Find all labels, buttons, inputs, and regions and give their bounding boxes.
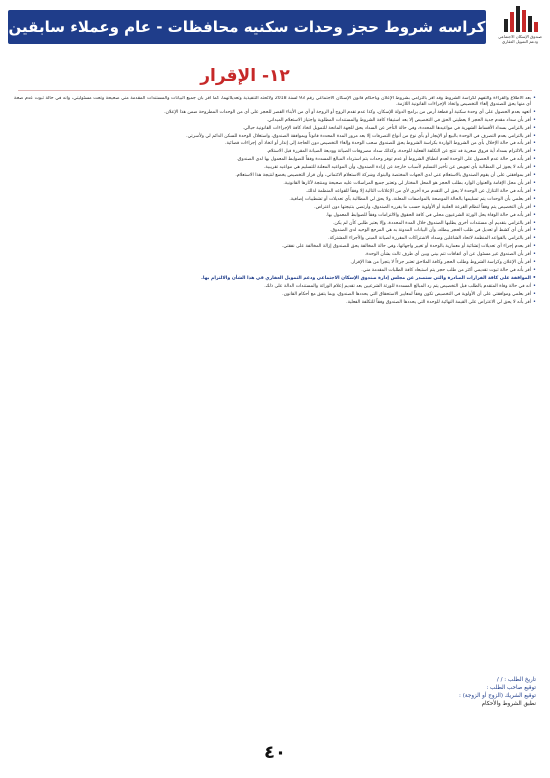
declaration-paragraph: • أقر بموافقتي على أن يقوم الصندوق بالاستعلام عني لدى الجهات المختصة والبنوك وشركة الاستعلام الائتماني، وأن قرار التخصيص يخضع لنتيجة هذا الاستعلام. (14, 173, 536, 179)
logo-bar (528, 16, 532, 32)
declaration-paragraph: • أقر بالتزامي بسداد الأقساط الشهرية في مواعيدها المحددة، وفي حالة التأخر عن السداد يحق للجهة المانحة للتمويل اتخاذ كافة الإجراءات القانونية حيالي. (14, 126, 536, 132)
declaration-paragraph: • أقر بعلمي بأن الوحدات يتم تسليمها بالحالة الموضحة بالمواصفات المعلنة، ولا يحق لي المطالبة بأي تعديلات أو تشطيبات إضافية. (14, 197, 536, 203)
declaration-paragraph: • أتعهد بعدم الحصول على أي وحدة سكنية أو قطعة أرض من برامج الدولة للإسكان، وكذا عدم تقدم الزوج أو الزوجة أو أي من الأبناء القصر للحجز على أي من الوحدات المطروحة ضمن هذا الإعلان. (14, 110, 536, 116)
page-number: ٤٠ (264, 742, 286, 763)
declaration-paragraph: • أقر بأنه في حالة عدم الحصول على الوحدة لعدم انطباق الشروط أو عدم توفر وحدات يتم استرداد المبالغ المسددة وفقاً للضوابط المعمول بها لدى الصندوق. (14, 157, 536, 163)
logo-mark (500, 6, 540, 32)
declaration-paragraph: • أقر بأنه لا يحق لي الاعتراض على القيمة النهائية للوحدة التي يحددها الصندوق وفقاً للتكلفة الفعلية. (14, 300, 536, 306)
section-title: ١٢- الإقرار (200, 66, 290, 86)
declaration-paragraph: • الموافقة على كافة القرارات الصادرة والتي ستصدر عن مجلس إدارة صندوق الإسكان الاجتماعي ودعم التمويل العقاري في هذا الشأن والالتزام بها. (14, 276, 536, 282)
signature-block (336, 676, 536, 708)
declaration-paragraph: • أقر بأنه في حالة ثبوت تقديمي أكثر من طلب حجز يتم استبعاد كافة الطلبات المقدمة مني. (14, 268, 536, 274)
declaration-paragraph: • أقر بأنه في حالة الإخلال بأي من الشروط الواردة بكراسة الشروط يحق للصندوق سحب الوحدة وإلغاء التخصيص دون الحاجة إلى إنذار أو اتخاذ أي إجراءات قضائية. (14, 141, 536, 147)
logo-bar (504, 19, 508, 32)
declaration-paragraph: • أقر بأن الإعلان وكراسة الشروط وطلب الحجز وكافة الملاحق تعتبر جزءاً لا يتجزأ من هذا الإقرار. (14, 260, 536, 266)
header-band (8, 10, 486, 44)
declaration-paragraph: • أقر بأن سداد مقدم جدية الحجز لا يعطيني الحق في التخصيص إلا بعد استيفاء كافة الشروط والمستندات المطلوبة واجتياز الاستعلام الميداني. (14, 118, 536, 124)
logo-caption: صندوق الإسكان الاجتماعي ودعم التمويل العقاري (498, 34, 542, 44)
closing-note: نطبق الشروط والأحكام (481, 701, 536, 707)
declaration-paragraph: • أقر بالتزامي بالقواعد المنظمة لاتحاد الشاغلين وسداد الاشتراكات المقررة لصيانة المبنى والأجزاء المشتركة. (14, 236, 536, 242)
declaration-paragraph: • أقر بالالتزام بسداد أية فروق سعرية قد تنتج عن التكلفة الفعلية للوحدة، وكذلك سداد مصروفات الصيانة ووديعة الصيانة المقررة قبل الاستلام. (14, 149, 536, 155)
declaration-paragraph: • أقر بأنه في حالة التنازل عن الوحدة لا يحق لي التقدم مرة أخرى لأي من الإعلانات التالية إلا وفقاً للقواعد المنظمة لذلك. (14, 189, 536, 195)
logo-bar (534, 22, 538, 32)
logo-bar (510, 12, 514, 32)
request-date-label: تاريخ الطلب : / / (496, 677, 536, 683)
logo-bar (516, 6, 520, 32)
declaration-body (14, 96, 536, 672)
declaration-paragraph: • أقر بعدم إجراء أي تعديلات إنشائية أو معمارية بالوحدة أو تغيير واجهاتها، وفي حالة المخالفة يحق للصندوق إزالة المخالفة على نفقتي. (14, 244, 536, 250)
divider (18, 90, 532, 91)
declaration-paragraph: • أقر بالتزامي بعدم التصرف في الوحدة بالبيع أو الإيجار أو بأي نوع من أنواع التصرفات إلا بعد مرور المدة المحددة قانوناً وبموافقة الصندوق، واستغلال الوحدة للسكن الدائم لي ولأسرتي. (14, 134, 536, 140)
spouse-signature-label: توقيع الشريك (الزوج أو الزوجة) : (459, 693, 536, 699)
declaration-paragraph: • بعد الاطلاع والقراءة والتفهم لكراسة الشروط وقد أقر بالتزامي بشروط الإعلان وبأحكام قانون الإسكان الاجتماعي رقم 93 لسنة 2018 ولائحته التنفيذية وتعديلاتهما، كما أقر بأن جميع البيانات والمستندات المقدمة مني صحيحة وتحت مسئوليتي، وأنه في حالة ثبوت عدم صحة أي منها يحق للصندوق إلغاء التخصيص واتخاذ الإجراءات القانونية اللازمة. (14, 96, 536, 108)
logo (496, 4, 544, 54)
logo-bar (522, 10, 526, 32)
declaration-paragraph: • أقر بالتزامي بتقديم أي مستندات أخرى يطلبها الصندوق خلال المدة المحددة، وإلا يعتبر طلبي كأن لم يكن. (14, 221, 536, 227)
declaration-paragraph: • أنه في حالة وفاة المتقدم بالطلب قبل التخصيص يتم رد المبالغ المسددة للورثة الشرعيين بعد تقديم إعلام الوراثة والمستندات الدالة على ذلك. (14, 284, 536, 290)
declaration-paragraph: • أقر بأن التخصيص يتم وفقاً لنظام القرعة العلنية أو الأولوية حسب ما يقرره الصندوق، وأرتضي بنتيجتها دون اعتراض. (14, 205, 536, 211)
declaration-paragraph: • أقر بأنه في حالة الوفاة يحل الورثة الشرعيون محلي في كافة الحقوق والالتزامات وفقاً للضوابط المعمول بها. (14, 213, 536, 219)
document-title: كراسه شروط حجز وحدات سكنيه محافظات - عام وعملاء سابقين (8, 18, 486, 36)
declaration-paragraph: • أقر بأن الصندوق غير مسئول عن أي اتفاقات تتم بيني وبين أي طرف ثالث بشأن الوحدة. (14, 252, 536, 258)
declaration-paragraph: • أقر بأن محل الإقامة والعنوان الوارد بطلب الحجز هو المحل المختار لي وتعتبر جميع المراسلات عليه صحيحة ومنتجة لآثارها القانونية. (14, 181, 536, 187)
applicant-signature-label: توقيع صاحب الطلب : (486, 685, 536, 691)
declaration-paragraph: • أقر بعلمي وموافقتي على أن الأولوية في التخصيص تكون وفقاً لمعايير الاستحقاق التي يحددها الصندوق، وبما يتفق مع أحكام القانون. (14, 292, 536, 298)
declaration-paragraph: • أقر بأن أي كشط أو تعديل في طلب الحجز يبطله، وأن البيانات المدونة به هي المرجع الوحيد لدى الصندوق. (14, 228, 536, 234)
declaration-paragraph: • أقر بأنه لا يجوز لي المطالبة بأي تعويض عن تأخير التسليم لأسباب خارجة عن إرادة الصندوق، وأن المواعيد المعلنة للتسليم هي مواعيد تقريبية. (14, 165, 536, 171)
